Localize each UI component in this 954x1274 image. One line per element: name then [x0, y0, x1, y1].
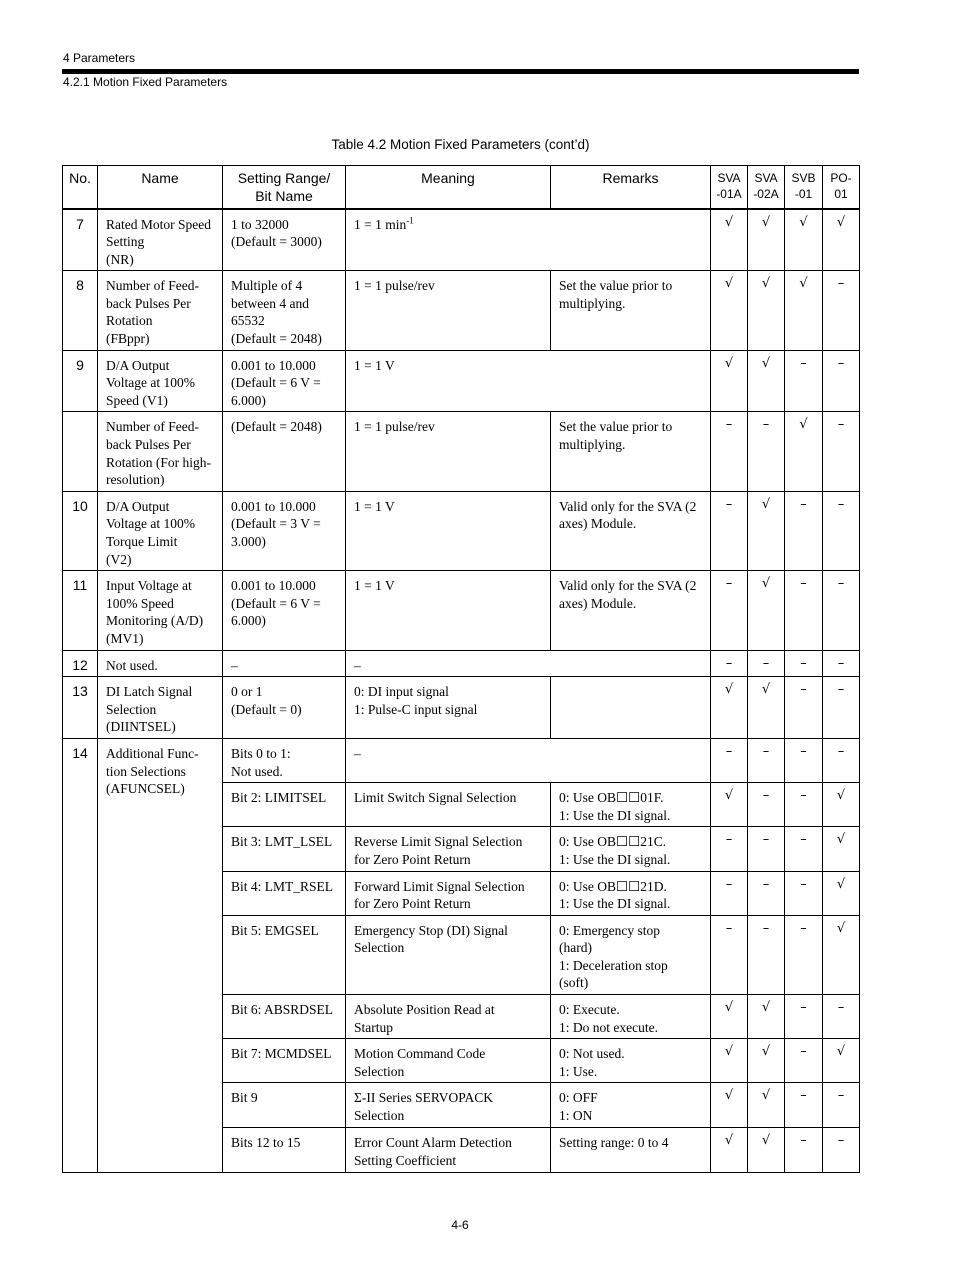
- setting-range: [223, 915, 346, 994]
- module-support-mark: –: [823, 650, 860, 677]
- module-support-mark: √: [711, 783, 748, 827]
- module-support-mark: √: [785, 412, 823, 491]
- module-support-mark: –: [823, 491, 860, 570]
- module-support-mark: –: [748, 871, 785, 915]
- module-header-line2: -01: [794, 187, 813, 201]
- table-row: [63, 650, 860, 677]
- meaning-line: 1 = 1 V: [354, 498, 395, 514]
- param-name-line: (NR): [106, 251, 134, 267]
- param-name-line: D/A Output: [106, 357, 170, 373]
- module-support-mark: –: [785, 995, 823, 1039]
- remarks: [551, 1039, 711, 1083]
- table-row: [63, 491, 860, 570]
- module-support-mark: –: [823, 571, 860, 650]
- remarks-line: 1: Deceleration stop: [559, 957, 668, 973]
- param-name-line: (V2): [106, 551, 132, 567]
- page-number: 4-6: [451, 1218, 469, 1232]
- param-name-line: Rotation (For high-: [106, 454, 211, 470]
- col-header-sva-02a: [748, 166, 785, 209]
- module-support-mark: –: [823, 412, 860, 491]
- param-no: 13: [63, 677, 98, 739]
- module-support-mark: –: [823, 677, 860, 739]
- setting-range-line: (Default = 6 V =: [231, 595, 321, 611]
- module-support-mark: √: [785, 209, 823, 271]
- remarks-line: 0: Use OB☐☐01F.: [559, 790, 664, 806]
- meaning: [346, 209, 711, 271]
- param-no: 11: [63, 571, 98, 650]
- param-no: 12: [63, 650, 98, 677]
- param-name-line: 100% Speed: [106, 595, 174, 611]
- remarks-line: 0: Not used.: [559, 1046, 625, 1062]
- module-support-mark: √: [823, 1039, 860, 1083]
- module-support-mark: √: [711, 209, 748, 271]
- module-support-mark: –: [823, 995, 860, 1039]
- module-support-mark: –: [785, 827, 823, 871]
- setting-range-line: 1 to 32000: [231, 216, 289, 232]
- section-header: 4.2.1 Motion Fixed Parameters: [63, 75, 228, 89]
- module-support-mark: √: [711, 677, 748, 739]
- setting-range: [223, 827, 346, 871]
- param-name-line: resolution): [106, 472, 165, 488]
- param-name-line: Number of Feed-: [106, 419, 199, 435]
- param-name-line: Voltage at 100%: [106, 516, 195, 532]
- module-support-mark: √: [711, 350, 748, 412]
- setting-range: [223, 783, 346, 827]
- module-support-mark: –: [711, 915, 748, 994]
- module-support-mark: –: [748, 783, 785, 827]
- table-row: [63, 738, 860, 782]
- param-name-line: (AFUNCSEL): [106, 781, 185, 797]
- setting-range: [223, 650, 346, 677]
- param-name: [98, 271, 223, 350]
- col-header-svb-01: [785, 166, 823, 209]
- param-name: [98, 491, 223, 570]
- meaning-line: Σ-II Series SERVOPACK: [354, 1090, 494, 1106]
- col-header-range: [223, 166, 346, 209]
- setting-range-line: Not used.: [231, 763, 283, 779]
- param-name-line: back Pulses Per: [106, 437, 191, 453]
- meaning-line: Absolute Position Read at: [354, 1002, 495, 1018]
- module-support-mark: –: [823, 1128, 860, 1172]
- setting-range: [223, 995, 346, 1039]
- range-header-line2: Bit Name: [255, 188, 313, 204]
- meaning: [346, 738, 711, 782]
- meaning-line: Startup: [354, 1019, 393, 1035]
- remarks-line: 1: ON: [559, 1108, 593, 1124]
- param-name-line: Monitoring (A/D): [106, 613, 204, 629]
- meaning-line: 1 = 1 pulse/rev: [354, 278, 435, 294]
- param-name-line: (MV1): [106, 630, 144, 646]
- setting-range-line: Bit 5: EMGSEL: [231, 922, 319, 938]
- meaning: [346, 271, 551, 350]
- meaning-line: Reverse Limit Signal Selection: [354, 834, 523, 850]
- remarks-line: axes) Module.: [559, 516, 637, 532]
- module-support-mark: √: [823, 871, 860, 915]
- meaning-line: Setting Coefficient: [354, 1153, 457, 1169]
- setting-range-line: (Default = 0): [231, 701, 302, 717]
- table-row: [63, 350, 860, 412]
- table-row: [63, 412, 860, 491]
- remarks: [551, 783, 711, 827]
- chapter-header: 4 Parameters: [63, 51, 136, 65]
- module-support-mark: –: [785, 571, 823, 650]
- module-support-mark: –: [748, 915, 785, 994]
- param-no: 8: [63, 271, 98, 350]
- param-name: [98, 350, 223, 412]
- meaning: [346, 827, 551, 871]
- module-support-mark: √: [785, 271, 823, 350]
- module-header-line1: SVB: [791, 171, 816, 185]
- setting-range-line: Multiple of 4: [231, 278, 303, 294]
- meaning: [346, 915, 551, 994]
- setting-range-line: (Default = 3000): [231, 234, 322, 250]
- param-no: 10: [63, 491, 98, 570]
- param-no: 9: [63, 350, 98, 412]
- meaning-line: Forward Limit Signal Selection: [354, 878, 525, 894]
- meaning-line: Selection: [354, 1108, 405, 1124]
- remarks-line: Set the value prior to: [559, 278, 673, 294]
- meaning-line: for Zero Point Return: [354, 896, 471, 912]
- remarks-line: Valid only for the SVA (2: [559, 498, 697, 514]
- module-support-mark: √: [823, 915, 860, 994]
- remarks-line: 1: Use the DI signal.: [559, 851, 671, 867]
- setting-range-line: 65532: [231, 313, 265, 329]
- module-header-line1: SVA: [754, 171, 778, 185]
- remarks: [551, 412, 711, 491]
- param-name-line: Not used.: [106, 657, 158, 673]
- meaning-line: for Zero Point Return: [354, 851, 471, 867]
- remarks-line: 1: Use the DI signal.: [559, 896, 671, 912]
- meaning-text: 1 = 1 min: [354, 216, 407, 232]
- param-name: [98, 650, 223, 677]
- meaning-line: Limit Switch Signal Selection: [354, 790, 517, 806]
- module-header-line2: 01: [834, 187, 848, 201]
- meaning-line: 1: Pulse-C input signal: [354, 701, 478, 717]
- remarks: [551, 571, 711, 650]
- remarks-line: 0: Execute.: [559, 1002, 620, 1018]
- param-name-line: Speed (V1): [106, 392, 168, 408]
- param-name-line: (DIINTSEL): [106, 719, 176, 735]
- setting-range: [223, 677, 346, 739]
- col-header-no: No.: [63, 166, 98, 209]
- module-support-mark: √: [748, 677, 785, 739]
- remarks: [551, 827, 711, 871]
- meaning-line: Emergency Stop (DI) Signal: [354, 922, 508, 938]
- param-name: [98, 209, 223, 271]
- setting-range-line: Bits 0 to 1:: [231, 745, 291, 761]
- meaning-line: Motion Command Code: [354, 1046, 486, 1062]
- param-name-line: Number of Feed-: [106, 278, 199, 294]
- header-rule: [62, 69, 859, 74]
- setting-range-line: 6.000): [231, 613, 266, 629]
- module-support-mark: –: [711, 491, 748, 570]
- module-support-mark: –: [823, 738, 860, 782]
- module-support-mark: √: [748, 995, 785, 1039]
- setting-range-line: between 4 and: [231, 295, 309, 311]
- remarks: [551, 1083, 711, 1128]
- module-support-mark: √: [748, 1083, 785, 1128]
- module-support-mark: √: [748, 350, 785, 412]
- param-name-line: Torque Limit: [106, 534, 178, 549]
- setting-range: [223, 412, 346, 491]
- setting-range-line: –: [231, 657, 238, 673]
- setting-range-line: (Default = 2048): [231, 331, 322, 347]
- module-support-mark: –: [748, 412, 785, 491]
- module-support-mark: –: [785, 491, 823, 570]
- meaning: [346, 1039, 551, 1083]
- setting-range-line: Bit 2: LIMITSEL: [231, 790, 327, 806]
- param-name: [98, 677, 223, 739]
- module-support-mark: √: [748, 491, 785, 570]
- setting-range-line: 0.001 to 10.000: [231, 578, 316, 594]
- remarks: [551, 271, 711, 350]
- param-name-line: DI Latch Signal: [106, 684, 193, 700]
- setting-range: [223, 871, 346, 915]
- setting-range-line: (Default = 6 V =: [231, 375, 321, 391]
- param-name-line: back Pulses Per: [106, 295, 191, 311]
- module-support-mark: –: [785, 783, 823, 827]
- remarks-line: 1: Use.: [559, 1063, 598, 1079]
- table-row: [63, 571, 860, 650]
- module-support-mark: –: [748, 650, 785, 677]
- remarks-line: multiplying.: [559, 295, 626, 311]
- setting-range: [223, 209, 346, 271]
- module-support-mark: –: [711, 827, 748, 871]
- param-name-line: Rotation: [106, 313, 153, 329]
- meaning: [346, 871, 551, 915]
- remarks-line: Valid only for the SVA (2: [559, 578, 697, 594]
- meaning-line: –: [354, 657, 361, 673]
- remarks-line: 1: Do not execute.: [559, 1019, 658, 1035]
- module-support-mark: √: [748, 209, 785, 271]
- setting-range: [223, 1128, 346, 1172]
- param-name-line: D/A Output: [106, 498, 170, 514]
- meaning: [346, 677, 551, 739]
- remarks-line: multiplying.: [559, 437, 626, 453]
- meaning-line: 1 = 1 V: [354, 578, 395, 594]
- setting-range-line: 0.001 to 10.000: [231, 498, 316, 514]
- setting-range-line: Bit 9: [231, 1090, 258, 1106]
- module-header-line2: -01A: [716, 187, 742, 201]
- setting-range: [223, 571, 346, 650]
- param-name-line: Voltage at 100%: [106, 375, 195, 391]
- meaning: [346, 412, 551, 491]
- remarks-line: (soft): [559, 975, 589, 991]
- module-support-mark: √: [711, 1083, 748, 1128]
- table-row: [63, 677, 860, 739]
- remarks: [551, 871, 711, 915]
- col-header-name: Name: [98, 166, 223, 209]
- param-no: 7: [63, 209, 98, 271]
- module-support-mark: –: [823, 350, 860, 412]
- module-support-mark: –: [748, 827, 785, 871]
- param-name-line: Rated Motor Speed: [106, 216, 211, 232]
- module-support-mark: –: [823, 271, 860, 350]
- setting-range-line: (Default = 3 V =: [231, 516, 321, 532]
- setting-range: [223, 491, 346, 570]
- meaning: [346, 1128, 551, 1172]
- module-support-mark: –: [785, 677, 823, 739]
- setting-range: [223, 1083, 346, 1128]
- remarks-line: axes) Module.: [559, 595, 637, 611]
- meaning: [346, 783, 551, 827]
- meaning-superscript: -1: [406, 215, 414, 225]
- meaning: [346, 995, 551, 1039]
- module-support-mark: –: [785, 1083, 823, 1128]
- motion-fixed-parameters-table: [62, 165, 860, 1173]
- meaning: [346, 571, 551, 650]
- meaning-line: –: [354, 745, 361, 761]
- setting-range-line: Bit 4: LMT_RSEL: [231, 878, 334, 894]
- setting-range-line: Bit 6: ABSRDSEL: [231, 1002, 334, 1018]
- module-support-mark: –: [785, 1039, 823, 1083]
- module-support-mark: –: [785, 350, 823, 412]
- module-support-mark: √: [711, 1039, 748, 1083]
- param-no: 14: [63, 738, 98, 1172]
- col-header-sva-01a: [711, 166, 748, 209]
- table-header-row: [63, 166, 860, 209]
- meaning: [346, 1083, 551, 1128]
- meaning: [346, 650, 711, 677]
- module-support-mark: –: [785, 1128, 823, 1172]
- setting-range-line: 6.000): [231, 392, 266, 408]
- remarks: [551, 1128, 711, 1172]
- col-header-remarks: Remarks: [551, 166, 711, 209]
- remarks: [551, 995, 711, 1039]
- meaning: [346, 491, 551, 570]
- setting-range-line: 0 or 1: [231, 684, 263, 700]
- param-name: [98, 738, 223, 1172]
- remarks-line: Set the value prior to: [559, 419, 673, 435]
- module-header-line2: -02A: [753, 187, 779, 201]
- range-header-line1: Setting Range/: [237, 170, 331, 186]
- module-header-line1: SVA: [717, 171, 741, 185]
- table-caption: Table 4.2 Motion Fixed Parameters (cont’d): [331, 137, 590, 152]
- meaning: [346, 350, 711, 412]
- module-support-mark: √: [748, 1039, 785, 1083]
- setting-range-line: (Default = 2048): [231, 419, 322, 435]
- module-support-mark: –: [711, 871, 748, 915]
- module-support-mark: √: [711, 1128, 748, 1172]
- remarks-line: 0: Use OB☐☐21C.: [559, 834, 667, 850]
- setting-range-line: Bit 7: MCMDSEL: [231, 1046, 332, 1062]
- param-name-line: tion Selections: [106, 763, 186, 779]
- module-support-mark: –: [785, 871, 823, 915]
- module-support-mark: –: [711, 571, 748, 650]
- setting-range-line: Bits 12 to 15: [231, 1135, 301, 1151]
- remarks-line: Setting range: 0 to 4: [559, 1135, 669, 1151]
- module-support-mark: √: [823, 827, 860, 871]
- remarks: [551, 677, 711, 739]
- meaning-line: Selection: [354, 1063, 405, 1079]
- col-header-meaning: Meaning: [346, 166, 551, 209]
- setting-range: [223, 271, 346, 350]
- module-support-mark: –: [711, 650, 748, 677]
- module-support-mark: √: [823, 209, 860, 271]
- module-support-mark: –: [823, 1083, 860, 1128]
- module-support-mark: √: [711, 995, 748, 1039]
- remarks: [551, 915, 711, 994]
- module-support-mark: √: [748, 571, 785, 650]
- setting-range: [223, 738, 346, 782]
- module-support-mark: –: [785, 915, 823, 994]
- module-support-mark: –: [748, 738, 785, 782]
- param-name-line: Setting: [106, 234, 145, 250]
- setting-range-line: Bit 3: LMT_LSEL: [231, 834, 333, 850]
- param-name-line: (FBppr): [106, 331, 150, 347]
- remarks: [551, 491, 711, 570]
- module-support-mark: √: [748, 1128, 785, 1172]
- col-header-po-01: [823, 166, 860, 209]
- module-header-line1: PO-: [830, 171, 852, 185]
- remarks-line: (hard): [559, 940, 592, 956]
- meaning-line: 1 = 1 V: [354, 357, 395, 373]
- module-support-mark: √: [748, 271, 785, 350]
- table-row: [63, 209, 860, 271]
- setting-range: [223, 350, 346, 412]
- setting-range-line: 0.001 to 10.000: [231, 357, 316, 373]
- meaning-line: 1 = 1 pulse/rev: [354, 419, 435, 435]
- module-support-mark: –: [785, 650, 823, 677]
- setting-range: [223, 1039, 346, 1083]
- module-support-mark: √: [711, 271, 748, 350]
- param-name-line: Input Voltage at: [106, 578, 192, 594]
- param-name-line: Additional Func-: [106, 745, 199, 761]
- module-support-mark: –: [711, 412, 748, 491]
- param-name: [98, 412, 223, 491]
- param-no: [63, 412, 98, 491]
- remarks-line: 0: Emergency stop: [559, 922, 660, 938]
- param-name: [98, 571, 223, 650]
- meaning-line: 0: DI input signal: [354, 684, 449, 700]
- remarks-line: 1: Use the DI signal.: [559, 807, 671, 823]
- remarks-line: 0: OFF: [559, 1090, 598, 1106]
- table-row: [63, 271, 860, 350]
- meaning-line: Selection: [354, 940, 405, 956]
- module-support-mark: √: [823, 783, 860, 827]
- param-name-line: Selection: [106, 701, 157, 717]
- remarks-line: 0: Use OB☐☐21D.: [559, 878, 667, 894]
- meaning-line: Error Count Alarm Detection: [354, 1135, 512, 1151]
- module-support-mark: –: [711, 738, 748, 782]
- setting-range-line: 3.000): [231, 534, 266, 549]
- module-support-mark: –: [785, 738, 823, 782]
